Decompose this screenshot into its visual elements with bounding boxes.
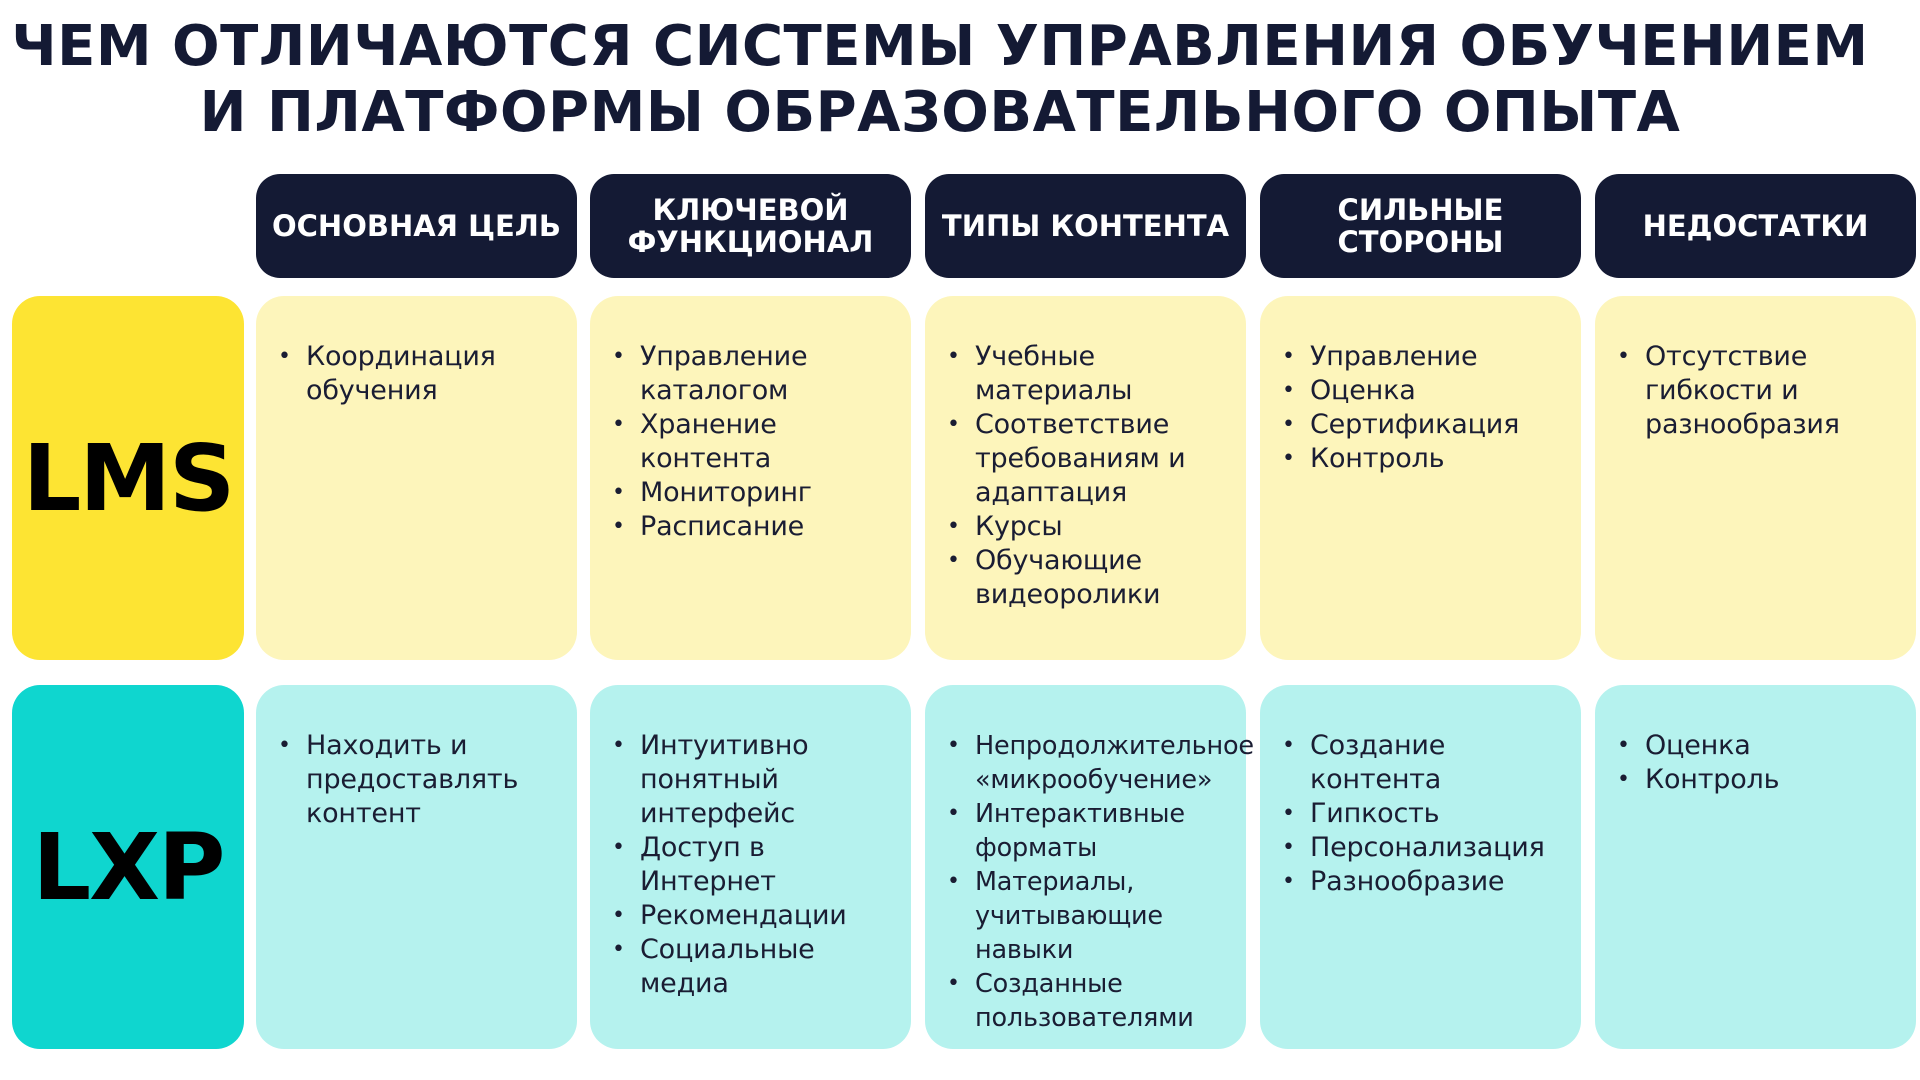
cell-lms-5 — [1595, 296, 1916, 660]
list-item-text: Управление каталогом — [640, 341, 808, 406]
list-item-text: Интерактивные форматы — [975, 799, 1185, 863]
bullet-marker: • — [1617, 733, 1630, 758]
list-item — [610, 340, 901, 408]
column-header-text: СИЛЬНЫЕ — [1337, 193, 1504, 227]
bullet-list — [276, 340, 567, 408]
cell-lms-3 — [925, 296, 1246, 660]
bullet-marker: • — [947, 412, 960, 437]
list-item-text: Сертификация — [1310, 409, 1520, 440]
title-line-1: ЧЕМ ОТЛИЧАЮТСЯ СИСТЕМЫ УПРАВЛЕНИЯ ОБУЧЕНИЕМ — [11, 14, 1869, 79]
list-item — [1280, 442, 1571, 476]
list-item — [610, 899, 901, 933]
list-item — [1615, 729, 1906, 763]
bullet-marker: • — [1282, 835, 1295, 860]
list-item-text: Мониторинг — [640, 477, 812, 508]
bullet-marker: • — [947, 548, 960, 573]
list-item-text: Контроль — [1645, 764, 1780, 795]
bullet-marker: • — [1282, 344, 1295, 369]
bullet-marker: • — [278, 733, 291, 758]
title-line-2: И ПЛАТФОРМЫ ОБРАЗОВАТЕЛЬНОГО ОПЫТА — [199, 80, 1681, 145]
list-item-text: Созданные пользователями — [975, 969, 1194, 1033]
cell-lxp-5 — [1595, 685, 1916, 1049]
column-header-text: СТОРОНЫ — [1337, 225, 1504, 259]
bullet-marker: • — [612, 480, 625, 505]
list-item-text: Курсы — [975, 511, 1063, 542]
list-item — [1280, 865, 1571, 899]
list-item-text: Доступ в Интернет — [640, 832, 776, 897]
list-item-text: Контроль — [1310, 443, 1445, 474]
list-item-text: Оценка — [1645, 730, 1751, 761]
page-title — [0, 14, 1880, 146]
list-item — [1280, 340, 1571, 374]
list-item — [945, 729, 1254, 797]
list-item-text: Оценка — [1310, 375, 1416, 406]
list-item-text: Находить и предоставлять контент — [306, 730, 519, 829]
cell-lxp-4 — [1260, 685, 1581, 1049]
list-item-text: Разнообразие — [1310, 866, 1505, 897]
bullet-list — [1615, 340, 1906, 442]
cell-lms-2 — [590, 296, 911, 660]
list-item-text: Соответствие требованиям и адаптация — [975, 409, 1186, 508]
bullet-marker: • — [1282, 733, 1295, 758]
list-item-text: Социальные медиа — [640, 934, 815, 999]
column-header-weaknesses — [1595, 174, 1916, 278]
bullet-marker: • — [1282, 869, 1295, 894]
list-item — [945, 967, 1236, 1035]
bullet-list — [1615, 729, 1906, 797]
column-header-key-features — [590, 174, 911, 278]
list-item — [1615, 763, 1906, 797]
list-item — [610, 729, 901, 831]
bullet-marker: • — [1282, 801, 1295, 826]
bullet-list — [945, 729, 1254, 1035]
bullet-marker: • — [1282, 378, 1295, 403]
list-item — [610, 408, 901, 476]
bullet-marker: • — [278, 344, 291, 369]
list-item — [1280, 831, 1571, 865]
bullet-marker: • — [947, 869, 960, 894]
bullet-marker: • — [1282, 412, 1295, 437]
list-item-text: Интуитивно понятный интерфейс — [640, 730, 809, 829]
bullet-marker: • — [612, 514, 625, 539]
cell-lms-4 — [1260, 296, 1581, 660]
bullet-marker: • — [1617, 767, 1630, 792]
list-item-text: Расписание — [640, 511, 805, 542]
row-label-lxp: LXP — [12, 685, 244, 1049]
bullet-list — [610, 340, 901, 544]
bullet-marker: • — [612, 412, 625, 437]
list-item — [276, 340, 567, 408]
list-item — [945, 510, 1236, 544]
list-item-text: Гипкость — [1310, 798, 1440, 829]
bullet-marker: • — [1282, 446, 1295, 471]
column-header-text: ФУНКЦИОНАЛ — [627, 225, 874, 259]
bullet-marker: • — [612, 835, 625, 860]
list-item — [945, 865, 1236, 967]
list-item-text: Учебные материалы — [975, 341, 1133, 406]
list-item — [1280, 374, 1571, 408]
list-item — [610, 933, 901, 1001]
bullet-marker: • — [612, 937, 625, 962]
bullet-marker: • — [1617, 344, 1630, 369]
cell-lxp-2 — [590, 685, 911, 1049]
bullet-marker: • — [947, 971, 960, 996]
cell-lms-1 — [256, 296, 577, 660]
column-header-text: ТИПЫ КОНТЕНТА — [941, 209, 1230, 243]
list-item-text: Создание контента — [1310, 730, 1446, 795]
column-header-strengths — [1260, 174, 1581, 278]
list-item — [945, 544, 1236, 612]
list-item — [945, 408, 1236, 510]
list-item-text: Обучающие видеоролики — [975, 545, 1161, 610]
list-item — [1280, 797, 1571, 831]
bullet-marker: • — [612, 344, 625, 369]
list-item-text: Координация обучения — [306, 341, 496, 406]
bullet-marker: • — [947, 344, 960, 369]
bullet-list — [1280, 729, 1571, 899]
list-item — [1280, 729, 1571, 797]
bullet-marker: • — [612, 733, 625, 758]
cell-lxp-3 — [925, 685, 1254, 1049]
column-header-text: ОСНОВНАЯ ЦЕЛЬ — [271, 209, 561, 243]
bullet-marker: • — [947, 801, 960, 826]
list-item-text: Отсутствие гибкости и разнообразия — [1645, 341, 1840, 440]
list-item — [610, 831, 901, 899]
list-item — [610, 476, 901, 510]
list-item — [945, 340, 1236, 408]
row-label-lms: LMS — [12, 296, 244, 660]
cell-lxp-1 — [256, 685, 577, 1049]
list-item-text: Непродолжительное «микрообучение» — [975, 731, 1254, 795]
list-item — [945, 797, 1236, 865]
list-item-text: Хранение контента — [640, 409, 777, 474]
list-item — [1615, 340, 1906, 442]
column-header-content-types — [925, 174, 1246, 278]
bullet-marker: • — [612, 903, 625, 928]
column-header-text: НЕДОСТАТКИ — [1642, 209, 1869, 243]
list-item — [276, 729, 567, 831]
bullet-marker: • — [947, 733, 960, 758]
bullet-list — [945, 340, 1236, 612]
list-item-text: Материалы, учитывающие навыки — [975, 867, 1163, 965]
bullet-list — [1280, 340, 1571, 476]
list-item-text: Персонализация — [1310, 832, 1545, 863]
list-item — [1280, 408, 1571, 442]
column-header-text: КЛЮЧЕВОЙ — [652, 193, 849, 227]
list-item-text: Управление — [1310, 341, 1478, 372]
column-header-main-goal — [256, 174, 577, 278]
bullet-list — [276, 729, 567, 831]
bullet-list — [610, 729, 901, 1001]
bullet-marker: • — [947, 514, 960, 539]
list-item-text: Рекомендации — [640, 900, 847, 931]
list-item — [610, 510, 901, 544]
